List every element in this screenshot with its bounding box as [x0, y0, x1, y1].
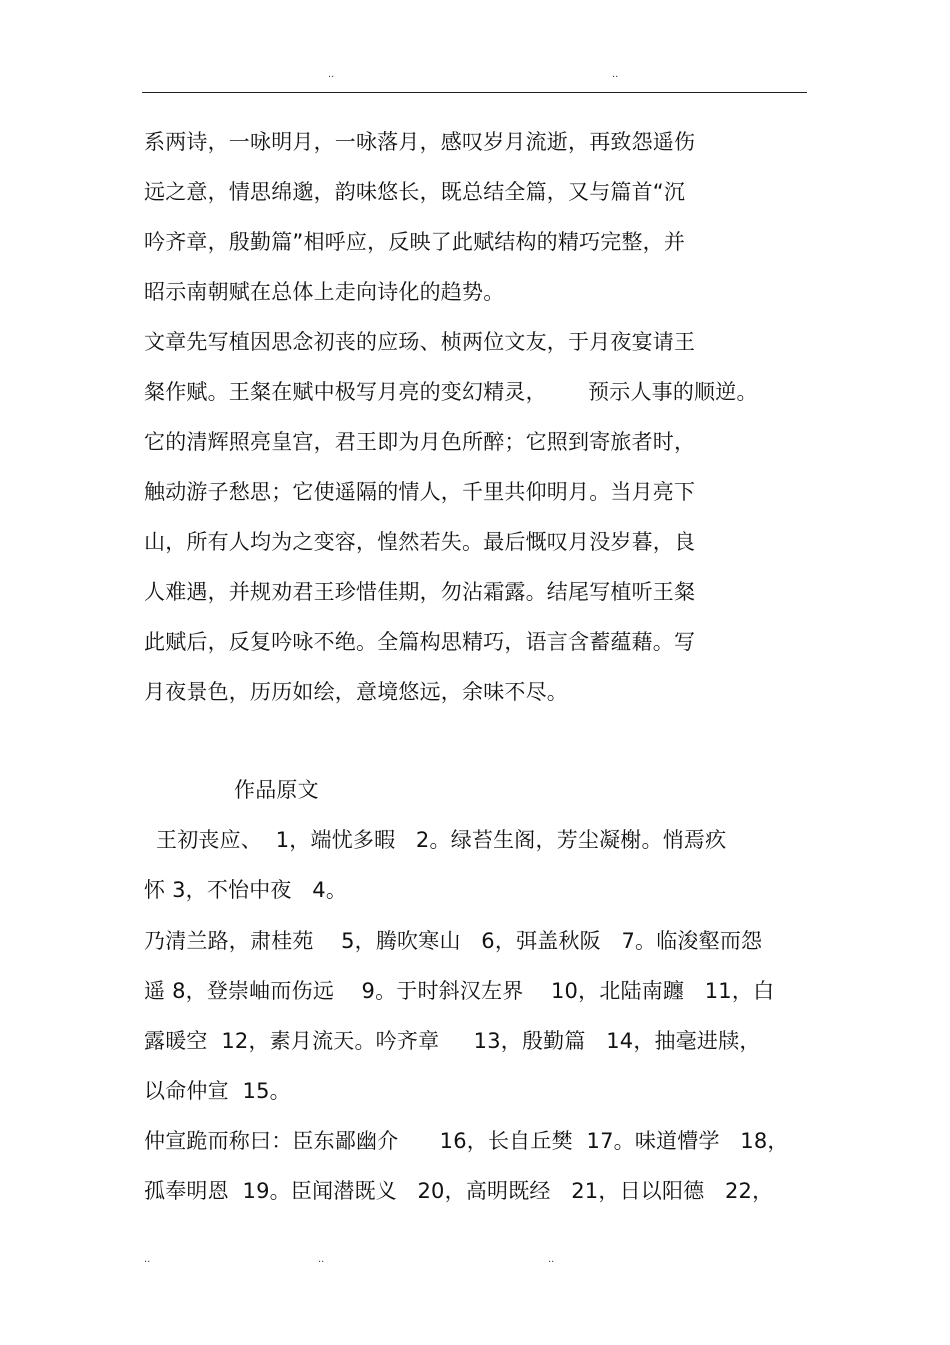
header-mark-right: ..: [612, 69, 619, 80]
header-divider: [142, 92, 807, 93]
body-line: 昭示南朝赋在总体上走向诗化的趋势。: [144, 280, 505, 304]
original-line: 乃清兰路，肃桂苑 5，腾吹寒山 6，弭盖秋阪 7。临浚壑而怨: [144, 929, 763, 953]
footer-mark: ..: [318, 1254, 325, 1265]
body-line: 人难遇，并规劝君王珍惜佳期，勿沾霜露。结尾写植听王粲: [144, 580, 696, 604]
body-line: 山，所有人均为之变容，惶然若失。最后慨叹月没岁暮，良: [144, 530, 696, 554]
original-line: 孤奉明恩 19。臣闻潜既义 20，高明既经 21，日以阳德 22，: [144, 1179, 774, 1203]
original-line: 怀 3，不怡中夜 4。: [144, 878, 348, 902]
original-line: 仲宣跪而称曰：臣东鄙幽介 16，长自丘樊 17。味道懵学 18，: [144, 1129, 789, 1153]
original-line: 露暖空 12，素月流天。吟齐章 13，殷勤篇 14，抽毫进牍，: [144, 1029, 761, 1053]
footer-mark: ..: [548, 1254, 555, 1265]
body-line: 远之意，情思绵邈，韵味悠长，既总结全篇，又与篇首“沉: [144, 180, 686, 204]
original-line: 王初丧应、 1，端忧多暇 2。绿苔生阁，芳尘凝榭。悄焉疚: [156, 828, 727, 852]
original-line: 遥 8，登崇岫而伤远 9。于时斜汉左界 10，北陆南躔 11，白: [144, 979, 775, 1003]
original-line: 以命仲宣 15。: [144, 1079, 291, 1103]
body-line: 文章先写植因思念初丧的应玚、桢两位文友，于月夜宴请王: [144, 330, 696, 354]
body-line: 粲作赋。王粲在赋中极写月亮的变幻精灵， 预示人事的顺逆。: [144, 380, 758, 404]
body-line: 它的清辉照亮皇宫，君王即为月色所醉；它照到寄旅者时，: [144, 430, 696, 454]
body-line: 触动游子愁思；它使遥隔的情人，千里共仰明月。当月亮下: [144, 480, 696, 504]
header-mark-left: ..: [328, 69, 335, 80]
body-line: 系两诗，一咏明月，一咏落月，感叹岁月流逝，再致怨遥伤: [144, 130, 696, 154]
section-heading: 作品原文: [234, 778, 319, 802]
footer-mark: ..: [144, 1254, 151, 1265]
body-line: 吟齐章，殷勤篇”相呼应，反映了此赋结构的精巧完整，并: [144, 230, 686, 254]
body-line: 月夜景色，历历如绘，意境悠远，余味不尽。: [144, 680, 568, 704]
body-line: 此赋后，反复吟咏不绝。全篇构思精巧，语言含蓄蕴藉。写: [144, 630, 696, 654]
